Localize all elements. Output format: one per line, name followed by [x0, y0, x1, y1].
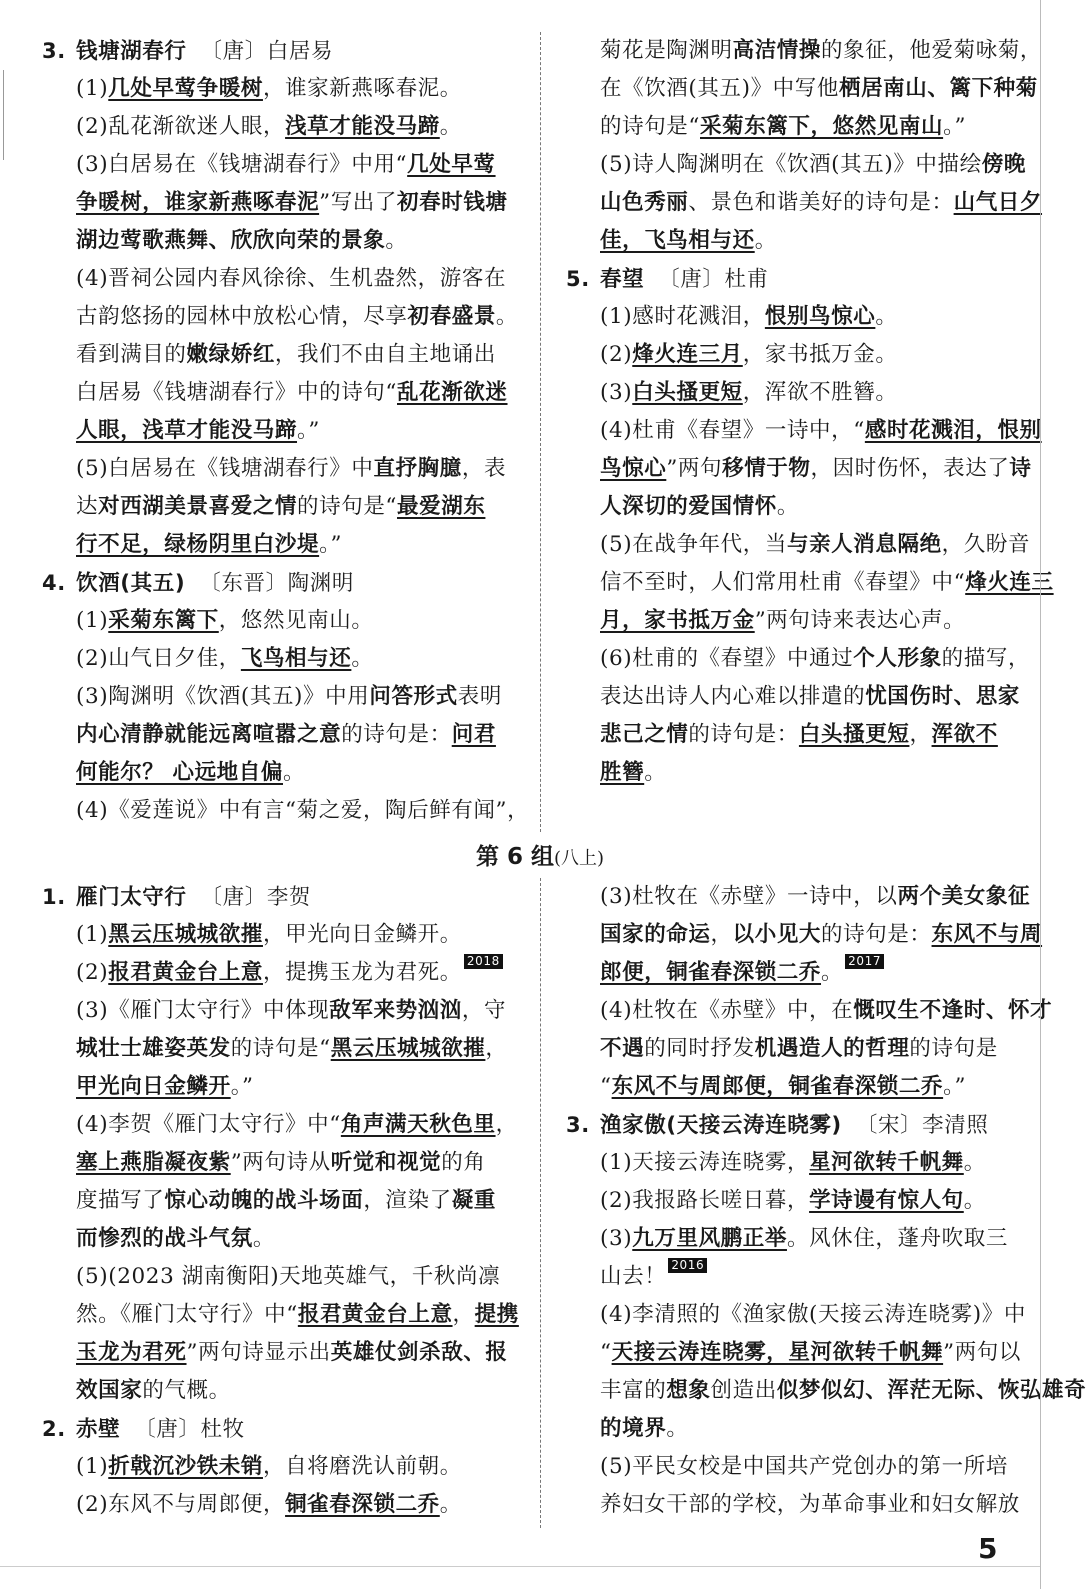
text-line	[566, 1296, 1026, 1334]
column-divider-bottom	[540, 878, 541, 1528]
poem-author: 〔唐〕白居易	[200, 39, 334, 64]
text-span: 达	[76, 494, 99, 519]
keyword-bold: 问答形式	[369, 684, 458, 709]
text-span: 信不至时，人们常用杜甫《春望》中“	[600, 570, 966, 595]
text-line	[566, 1220, 1026, 1258]
text-line	[566, 336, 1026, 374]
text-span: “	[600, 1074, 612, 1099]
text-span: 的同时抒发	[644, 1036, 755, 1061]
answer-underlined: 胜簪	[600, 760, 645, 785]
keyword-bold: 凝重	[451, 1188, 496, 1213]
text-span: 创造出	[710, 1378, 777, 1403]
text-span: 。	[283, 760, 306, 785]
poem-heading	[42, 32, 522, 70]
answer-underlined: 何能尔？ 心远地自偏	[76, 760, 283, 785]
column-divider-top	[540, 32, 541, 832]
poem-title: 春望	[600, 267, 645, 292]
keyword-bold: 对西湖美景喜爱之情	[98, 494, 298, 519]
text-span: 看到满目的	[76, 342, 187, 367]
keyword-bold: 个人形象	[853, 646, 942, 671]
text-span: 的气概。	[142, 1378, 231, 1403]
text-span: (4)晋祠公园内春风徐徐、生机盎然，游客在	[76, 266, 507, 291]
text-line	[566, 488, 1026, 526]
text-span: 、景色和谐美好的诗句是：	[688, 190, 954, 215]
text-span: ，我们不由自主地诵出	[274, 342, 496, 367]
answer-underlined: 报君黄金台上意	[297, 1302, 453, 1327]
text-span: (1)	[76, 76, 109, 101]
item-number: 5.	[566, 267, 590, 291]
text-span: 。	[252, 1226, 275, 1251]
text-line	[566, 1258, 1026, 1296]
text-line	[42, 1144, 522, 1182]
keyword-bold: 初春盛景	[407, 304, 496, 329]
text-line	[42, 916, 522, 954]
text-line	[42, 450, 522, 488]
answer-underlined: 报君黄金台上意	[108, 960, 263, 985]
text-span: (5)平民女校是中国共产党创办的第一所培	[600, 1454, 1008, 1479]
text-span: (3)陶渊明《饮酒(其五)》中用	[76, 684, 370, 709]
answer-underlined: 学诗谩有惊人句	[809, 1188, 964, 1213]
group-title: 第 6 组	[475, 844, 554, 870]
keyword-bold: 初春时钱塘	[397, 190, 508, 215]
keyword-bold: 傍晚	[981, 152, 1026, 177]
answer-underlined: 白头搔更短	[632, 380, 743, 405]
text-line	[42, 1372, 522, 1410]
keyword-bold: 高洁情操	[732, 38, 822, 63]
keyword-bold: 忧国伤时、思家	[865, 684, 1020, 709]
poem-heading	[566, 260, 1026, 298]
text-line	[566, 450, 1032, 488]
text-span: ，久盼音	[941, 532, 1031, 557]
text-line	[42, 1486, 522, 1524]
text-span: (6)杜甫的《春望》中通过	[600, 646, 854, 671]
keyword-bold: 敌军来势汹汹	[329, 998, 462, 1023]
bottom-left-column	[42, 878, 522, 1524]
text-line	[566, 678, 1026, 716]
poem-heading	[42, 564, 522, 602]
answer-underlined: 铜雀春深锁二乔	[285, 1492, 440, 1517]
poem-author: 〔唐〕李贺	[200, 885, 312, 910]
text-line	[566, 1144, 1026, 1182]
keyword-bold: 人深切的爱国情怀	[600, 494, 777, 519]
text-span: 的诗句是“	[297, 494, 398, 519]
text-span: 。	[385, 228, 408, 253]
poem-title: 渔家傲(天接云涛连晓雾)	[600, 1113, 842, 1138]
text-line	[42, 184, 522, 222]
text-span: ，提携玉龙为君死。	[262, 960, 462, 985]
text-span: 的诗句是：	[688, 722, 799, 747]
page-bottom-edge	[0, 1566, 1040, 1567]
answer-underlined: 恨别鸟惊心	[764, 304, 876, 329]
text-span: 。	[776, 494, 799, 519]
text-line	[566, 1372, 1086, 1410]
text-line	[42, 1182, 522, 1220]
text-span: (5)白居易在《钱塘湖春行》中	[76, 456, 374, 481]
text-span: (1)天接云涛连晓雾，	[600, 1150, 810, 1175]
page-number: 5	[978, 1532, 998, 1565]
text-span: ，谁家新燕啄春泥。	[262, 76, 462, 101]
text-span: ，家书抵万金。	[742, 342, 898, 367]
answer-underlined: 白头搔更短	[798, 722, 910, 747]
poem-title: 赤壁	[76, 1417, 121, 1442]
text-line	[566, 374, 1026, 412]
text-span: 养妇女干部的学校，为革命事业和妇女解放	[600, 1492, 1020, 1517]
keyword-bold: 不遇	[600, 1036, 645, 1061]
answer-underlined: 浑欲不	[931, 722, 998, 747]
text-line	[566, 1182, 1026, 1220]
keyword-bold: 城壮士雄姿英发	[76, 1036, 231, 1061]
text-span: (2)我报路长嗟日暮，	[600, 1188, 810, 1213]
text-span: 。”	[319, 532, 343, 557]
keyword-bold: 两个美女象征	[897, 884, 1031, 909]
text-span: (3)杜牧在《赤壁》一诗中，以	[600, 884, 898, 909]
text-line	[566, 70, 1038, 108]
text-span: (1)	[76, 922, 109, 947]
text-line	[42, 146, 522, 184]
text-span: 。	[351, 646, 374, 671]
keyword-bold: 山色秀丽	[600, 190, 689, 215]
text-line	[42, 640, 522, 678]
text-span: (1)	[76, 1454, 109, 1479]
poem-heading	[42, 878, 522, 916]
text-line	[42, 1258, 522, 1296]
text-span: ，	[909, 722, 932, 747]
answer-underlined: 黑云压城城欲摧	[330, 1036, 486, 1061]
answer-underlined: 最爱湖东	[397, 494, 486, 519]
text-span: (2)	[600, 342, 633, 367]
answer-underlined: 几处早莺	[407, 152, 496, 177]
text-span: “	[600, 1340, 612, 1365]
keyword-bold: 效国家	[76, 1378, 143, 1403]
text-span: (1)感时花溅泪，	[600, 304, 765, 329]
text-span: (4)《爱莲说》中有言“菊之爱，陶后鲜有闻”，	[76, 798, 530, 823]
answer-underlined: 甲光向日金鳞开	[76, 1074, 231, 1099]
text-line	[566, 412, 1042, 450]
keyword-bold: 内心清静就能远离喧嚣之意	[76, 722, 342, 747]
text-span: 。	[963, 1150, 986, 1175]
text-span: 。	[495, 304, 519, 329]
text-span: ，	[452, 1302, 475, 1327]
text-span: ”两句诗显示出	[186, 1340, 331, 1365]
text-span: ”写出了	[319, 190, 398, 215]
answer-underlined: 采菊东篱下	[108, 608, 219, 633]
top-right-column	[566, 32, 1054, 792]
text-span: ，	[485, 1036, 508, 1061]
text-span: ，自将磨洗认前朝。	[262, 1454, 462, 1479]
text-span: ，渲染了	[363, 1188, 452, 1213]
answer-underlined: 山气日夕	[953, 190, 1043, 215]
text-span: 。”	[943, 114, 967, 139]
text-span: 。	[754, 228, 777, 253]
answer-underlined: 问君	[451, 722, 496, 747]
text-line	[566, 146, 1026, 184]
year-badge: 2016	[668, 1258, 707, 1273]
keyword-bold: 栖居南山、篱下种菊	[838, 76, 1038, 101]
text-span: (4)杜牧在《赤壁》中，在	[600, 998, 854, 1023]
bottom-right-column	[566, 878, 1086, 1524]
poem-heading	[42, 1410, 522, 1448]
text-line	[566, 298, 1026, 336]
answer-underlined: 角声满天秋色里	[340, 1112, 496, 1137]
text-span: 丰富的	[600, 1378, 667, 1403]
text-span: 的诗句是：	[341, 722, 452, 747]
text-line	[566, 184, 1043, 222]
text-line	[566, 954, 1026, 992]
text-line	[42, 488, 522, 526]
text-span: 。	[644, 760, 667, 785]
text-line	[42, 222, 522, 260]
text-span: (3)	[600, 1226, 633, 1251]
text-span: (4)李清照的《渔家傲(天接云涛连晓雾)》中	[600, 1302, 1026, 1327]
text-span: (5)在战争年代，当	[600, 532, 787, 557]
keyword-bold: 惊心动魄的战斗场面	[164, 1188, 364, 1213]
poem-author: 〔东晋〕陶渊明	[199, 571, 354, 596]
answer-underlined: 九万里风鹏正举	[632, 1226, 787, 1251]
text-line	[42, 602, 522, 640]
answer-underlined: 月，家书抵万金	[600, 608, 755, 633]
text-line	[42, 1068, 522, 1106]
answer-underlined: 人眼，浅草才能没马蹄	[76, 418, 298, 443]
answer-underlined: 塞上燕脂凝夜紫	[76, 1150, 231, 1175]
text-line	[566, 564, 1054, 602]
text-span: 山去！	[600, 1264, 667, 1289]
text-line	[42, 716, 522, 754]
text-span: 度描写了	[76, 1188, 165, 1213]
text-span: (5)诗人陶渊明在《饮酒(其五)》中描绘	[600, 152, 982, 177]
text-line	[42, 260, 522, 298]
keyword-bold: 湖边莺歌燕舞、欣欣向荣的景象	[76, 228, 386, 253]
poem-title: 饮酒(其五)	[76, 571, 186, 596]
text-span: 。	[666, 1416, 689, 1441]
year-badge: 2018	[464, 954, 503, 969]
text-line	[42, 1220, 522, 1258]
text-line	[566, 32, 1043, 70]
text-span: 菊花是陶渊明	[600, 38, 733, 63]
item-number: 1.	[42, 885, 66, 909]
keyword-bold: 诗	[1009, 456, 1032, 481]
text-span: ”两句	[666, 456, 723, 481]
text-span: (4)杜甫《春望》一诗中，“	[600, 418, 865, 443]
poem-heading	[566, 1106, 1026, 1144]
text-span: ，甲光向日金鳞开。	[262, 922, 462, 947]
text-span: ，悠然见南山。	[218, 608, 374, 633]
text-line	[42, 108, 522, 146]
answer-underlined: 鸟惊心	[600, 456, 667, 481]
text-line	[42, 678, 522, 716]
text-span: 的诗句是“	[230, 1036, 331, 1061]
text-span: 的诗句是“	[600, 114, 700, 139]
keyword-bold: 以小见大	[732, 922, 822, 947]
text-span: (3)《雁门太守行》中体现	[76, 998, 330, 1023]
text-span: ，守	[461, 998, 507, 1023]
text-line	[566, 1068, 1026, 1106]
text-span: (3)白居易在《钱塘湖春行》中用“	[76, 152, 408, 177]
answer-underlined: 几处早莺争暖树	[108, 76, 263, 101]
text-span: (2)乱花渐欲迷人眼，	[76, 114, 286, 139]
scan-edge-mark	[3, 70, 4, 160]
poem-author: 〔唐〕杜牧	[134, 1417, 245, 1442]
text-line	[42, 70, 522, 108]
text-line	[566, 526, 1031, 564]
text-line	[566, 108, 1026, 146]
text-span: 。	[875, 304, 898, 329]
text-line	[42, 412, 522, 450]
text-line	[42, 1334, 522, 1372]
text-span: 表明	[457, 684, 502, 709]
text-line	[566, 1334, 1026, 1372]
answer-underlined: 感时花溅泪，恨别	[864, 418, 1042, 443]
text-line	[566, 222, 1026, 260]
group-subtitle: (八上)	[553, 848, 605, 869]
text-span: ，表	[461, 456, 507, 481]
keyword-bold: 听觉和视觉	[330, 1150, 442, 1175]
text-span: (2)	[76, 960, 109, 985]
answer-underlined: 折戟沉沙铁未销	[108, 1454, 263, 1479]
text-span: 在《饮酒(其五)》中写他	[600, 76, 839, 101]
text-span: 的诗句是	[909, 1036, 998, 1061]
keyword-bold: 移情于物	[722, 456, 811, 481]
keyword-bold: 慨叹生不逢时、怀才	[853, 998, 1053, 1023]
keyword-bold: 想象	[666, 1378, 711, 1403]
poem-title: 雁门太守行	[76, 885, 187, 910]
item-number: 3.	[42, 39, 66, 63]
text-span: 表达出诗人内心难以排遣的	[600, 684, 866, 709]
text-span: (2)东风不与周郎便，	[76, 1492, 286, 1517]
text-span: 然。《雁门太守行》中“	[76, 1302, 298, 1327]
answer-underlined: 天接云涛连晓雾，星河欲转千帆舞	[611, 1340, 944, 1365]
text-span: ，因时伤怀，表达了	[810, 456, 1010, 481]
keyword-bold: 似梦似幻、浑茫无际、恢弘雄奇	[776, 1378, 1086, 1403]
text-span: 。风休住，蓬舟吹取三	[786, 1226, 1008, 1251]
poem-author: 〔唐〕杜甫	[658, 267, 769, 292]
keyword-bold: 国家的命运	[600, 922, 711, 947]
keyword-bold: 直抒胸臆	[373, 456, 462, 481]
top-left-column	[42, 32, 530, 830]
text-line	[42, 992, 522, 1030]
answer-underlined: 飞鸟相与还	[240, 646, 352, 671]
text-span: 。	[821, 960, 844, 985]
year-badge: 2017	[845, 954, 884, 969]
answer-underlined: 佳，飞鸟相与还	[600, 228, 755, 253]
text-line	[42, 526, 522, 564]
text-line	[42, 336, 522, 374]
keyword-bold: 而惨烈的战斗气氛	[76, 1226, 253, 1251]
text-span: ，	[495, 1112, 518, 1137]
text-span: ，	[710, 922, 733, 947]
text-span: ”两句诗来表达心声。	[754, 608, 966, 633]
keyword-bold: 的境界	[600, 1416, 667, 1441]
answer-underlined: 行不足，绿杨阴里白沙堤	[76, 532, 320, 557]
keyword-bold: 机遇造人的哲理	[754, 1036, 910, 1061]
text-line	[42, 1106, 522, 1144]
keyword-bold: 与亲人消息隔绝	[786, 532, 942, 557]
text-span: 。”	[230, 1074, 254, 1099]
text-span: (4)李贺《雁门太守行》中“	[76, 1112, 341, 1137]
text-line	[566, 1030, 1026, 1068]
text-line	[566, 1410, 1026, 1448]
text-span: (1)	[76, 608, 109, 633]
text-line	[42, 374, 522, 412]
text-line	[566, 1448, 1026, 1486]
text-line	[42, 1296, 522, 1334]
text-span: 的诗句是：	[821, 922, 932, 947]
answer-underlined: 乱花渐欲迷	[397, 380, 508, 405]
text-span: 。”	[297, 418, 320, 443]
text-line	[42, 1030, 522, 1068]
answer-underlined: 黑云压城城欲摧	[108, 922, 263, 947]
poem-title: 钱塘湖春行	[76, 39, 187, 64]
text-span: 的象征，他爱菊咏菊，	[821, 38, 1043, 63]
text-line	[566, 754, 1026, 792]
text-span: (5)(2023 湖南衡阳)天地英雄气，千秋尚凛	[76, 1264, 501, 1289]
answer-underlined: 东风不与周郎便，铜雀春深锁二乔	[611, 1074, 944, 1099]
answer-underlined: 浅草才能没马蹄	[285, 114, 440, 139]
text-line	[566, 716, 1026, 754]
text-line	[566, 602, 1026, 640]
text-span: (2)山气日夕佳，	[76, 646, 241, 671]
text-span: ”两句诗从	[230, 1150, 331, 1175]
poem-author: 〔宋〕李清照	[855, 1113, 989, 1138]
text-span: 。	[439, 114, 462, 139]
answer-underlined: 星河欲转千帆舞	[809, 1150, 964, 1175]
text-span: 古韵悠扬的园林中放松心情，尽享	[76, 304, 408, 329]
answer-underlined: 玉龙为君死	[76, 1340, 187, 1365]
answer-underlined: 争暖树，谁家新燕啄春泥	[76, 190, 320, 215]
text-span: 的角	[441, 1150, 486, 1175]
text-span: ”两句以	[943, 1340, 1022, 1365]
answer-underlined: 郎便，铜雀春深锁二乔	[600, 960, 822, 985]
item-number: 4.	[42, 571, 66, 595]
text-line	[42, 954, 522, 992]
text-span: 的描写，	[941, 646, 1031, 671]
keyword-bold: 悲己之情	[600, 722, 689, 747]
text-span: ，浑欲不胜簪。	[742, 380, 898, 405]
text-span: 白居易《钱塘湖春行》中的诗句“	[76, 380, 397, 405]
page-edge-line	[1040, 0, 1041, 1589]
text-line	[566, 1486, 1026, 1524]
text-line	[566, 878, 1031, 916]
text-line	[42, 792, 530, 830]
item-number: 2.	[42, 1417, 66, 1441]
text-span: 。	[439, 1492, 462, 1517]
keyword-bold: 英雄仗剑杀敌、报	[330, 1340, 508, 1365]
answer-underlined: 烽火连三	[965, 570, 1054, 595]
answer-underlined: 烽火连三月	[632, 342, 743, 367]
text-line	[42, 754, 522, 792]
item-number: 3.	[566, 1113, 590, 1137]
text-span: 。”	[943, 1074, 967, 1099]
text-line	[566, 916, 1043, 954]
text-line	[566, 992, 1053, 1030]
keyword-bold: 嫩绿娇红	[186, 342, 275, 367]
text-line	[566, 640, 1031, 678]
group-heading	[0, 840, 1080, 876]
answer-underlined: 提携	[474, 1302, 519, 1327]
text-span: 。	[963, 1188, 986, 1213]
text-span: (3)	[600, 380, 633, 405]
text-line	[42, 1448, 522, 1486]
text-line	[42, 298, 522, 336]
answer-underlined: 东风不与周	[931, 922, 1043, 947]
answer-underlined: 采菊东篱下，悠然见南山	[700, 114, 944, 139]
